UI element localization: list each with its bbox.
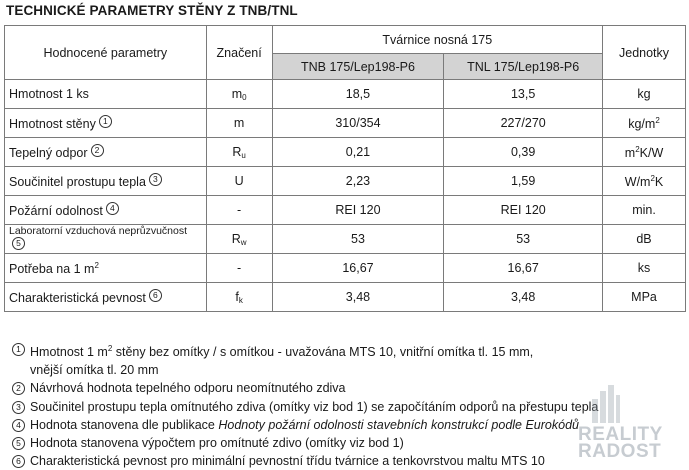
- symbol-cell: [206, 109, 272, 138]
- value-tnb: 2,23: [272, 167, 444, 196]
- unit-cell: [603, 225, 686, 254]
- footnote: [12, 434, 598, 452]
- footnote-number: 6: [12, 455, 25, 468]
- param-name: Charakteristická pevnost: [9, 291, 146, 305]
- footnote-text-cont: stěny bez omítky / s omítkou - uvažována MTS 10, vnitřní omítka tl. 15 mm,: [112, 345, 534, 359]
- symbol: -: [237, 261, 242, 275]
- header-units: Jednotky: [603, 26, 686, 80]
- header-row: [5, 26, 686, 54]
- value-tnl: 3,48: [444, 283, 603, 312]
- unit: ks: [637, 261, 651, 275]
- symbol-cell: [206, 225, 272, 254]
- header-symbol: Značení: [206, 26, 272, 80]
- symbol: -: [237, 203, 242, 217]
- value-tnl: 16,67: [444, 254, 603, 283]
- value-tnb: 3,48: [272, 283, 444, 312]
- symbol-cell: [206, 254, 272, 283]
- param-name-cell: [5, 196, 207, 225]
- symbol-cell: [206, 167, 272, 196]
- symbol: f: [235, 289, 239, 304]
- unit: kg: [637, 87, 651, 101]
- footnote-number: 5: [12, 437, 25, 450]
- footnote-text: Hodnota stanovena výpočtem pro omítnuté zdivo (omítky viz bod 1): [30, 436, 404, 451]
- unit: dB: [636, 232, 652, 246]
- table-row: [5, 109, 686, 138]
- unit-sup: 2: [655, 115, 660, 125]
- unit-cell: [603, 283, 686, 312]
- value-tnl: 53: [444, 225, 603, 254]
- unit: W/m: [624, 174, 651, 189]
- unit: m: [624, 145, 636, 160]
- footnote: [12, 379, 598, 397]
- unit-cell: [603, 254, 686, 283]
- header-col-tnb: TNB 175/Lep198-P6: [272, 54, 444, 80]
- note-ref-marker: 5: [12, 237, 25, 250]
- param-name: Potřeba na 1 m: [9, 261, 95, 276]
- parameters-table: [4, 25, 686, 312]
- param-name-cell: [5, 167, 207, 196]
- unit-cell: [603, 138, 686, 167]
- value-tnb: 0,21: [272, 138, 444, 167]
- footnote-number: 4: [12, 419, 25, 432]
- unit-cell: [603, 109, 686, 138]
- watermark-logo-icon: [592, 385, 620, 423]
- footnote-italic: Hodnoty požární odolnosti stavebních konstrukcí podle Eurokódů: [218, 417, 579, 432]
- unit-tail: K/W: [639, 145, 664, 160]
- value-tnl: 0,39: [444, 138, 603, 167]
- header-col-tnl: TNL 175/Lep198-P6: [444, 54, 603, 80]
- param-name: Laboratorní vzduchová neprůzvučnost: [9, 225, 188, 237]
- table-row: [5, 196, 686, 225]
- symbol-cell: [206, 283, 272, 312]
- footnote-number: 1: [12, 343, 25, 356]
- param-name: Požární odolnost: [9, 204, 103, 218]
- watermark-line1: REALITY: [578, 424, 663, 445]
- unit-cell: [603, 196, 686, 225]
- param-name-cell: [5, 109, 207, 138]
- table-row: [5, 225, 686, 254]
- symbol-sub: k: [238, 295, 243, 305]
- value-tnl: 227/270: [444, 109, 603, 138]
- table-row: [5, 167, 686, 196]
- table-row: [5, 80, 686, 109]
- symbol-cell: [206, 196, 272, 225]
- param-name-cell: [5, 138, 207, 167]
- symbol: R: [231, 231, 241, 246]
- param-name: Hmotnost 1 ks: [9, 87, 89, 101]
- header-params: Hodnocené parametry: [5, 26, 207, 80]
- footnote-text: Návrhová hodnota tepelného odporu neomítnutého zdiva: [30, 381, 346, 396]
- symbol-sub: u: [241, 150, 246, 160]
- footnote-text-line2: vnější omítka tl. 20 mm: [30, 363, 159, 378]
- page-title: TECHNICKÉ PARAMETRY STĚNY Z TNB/TNL: [6, 3, 298, 18]
- value-tnl: 13,5: [444, 80, 603, 109]
- value-tnb: REI 120: [272, 196, 444, 225]
- unit-sup: 2: [650, 173, 655, 183]
- table-row: [5, 283, 686, 312]
- param-name: Součinitel prostupu tepla: [9, 175, 146, 189]
- footnote-number: 2: [12, 382, 25, 395]
- footnote-sup: 2: [107, 344, 113, 353]
- value-tnb: 310/354: [272, 109, 444, 138]
- value-tnl: 1,59: [444, 167, 603, 196]
- param-name-sup: 2: [94, 260, 99, 270]
- value-tnb: 18,5: [272, 80, 444, 109]
- unit-cell: [603, 80, 686, 109]
- param-name-cell: [5, 254, 207, 283]
- note-ref-marker: 6: [149, 289, 162, 302]
- footnote-text: Hmotnost 1 m: [30, 345, 108, 359]
- unit-cell: [603, 167, 686, 196]
- note-ref-marker: 3: [149, 173, 162, 186]
- symbol: R: [232, 144, 242, 159]
- param-name-cell: [5, 283, 207, 312]
- footnote-text: Hodnota stanovena dle publikace: [30, 417, 219, 432]
- footnote: [12, 452, 598, 470]
- footnote-text: Charakteristická pevnost pro minimální pevnostní třídu tvárnice a tenkovrstvou maltu MTS 10: [30, 454, 545, 469]
- watermark-line2: RADOST: [578, 441, 662, 462]
- value-tnl: REI 120: [444, 196, 603, 225]
- note-ref-marker: 1: [99, 115, 112, 128]
- footnote: [12, 398, 598, 416]
- param-name: Hmotnost stěny: [9, 117, 96, 131]
- value-tnb: 16,67: [272, 254, 444, 283]
- unit: kg/m: [628, 116, 656, 131]
- footnote: [12, 416, 598, 434]
- watermark: [578, 426, 663, 460]
- symbol-sub: 0: [242, 92, 247, 102]
- value-tnb: 53: [272, 225, 444, 254]
- table-row: [5, 138, 686, 167]
- symbol: m: [233, 116, 245, 130]
- unit-tail: K: [654, 174, 664, 189]
- footnote: [12, 340, 598, 379]
- param-name-cell: [5, 80, 207, 109]
- param-name-cell: [5, 225, 207, 254]
- footnote-number: 3: [12, 401, 25, 414]
- symbol-cell: [206, 80, 272, 109]
- unit-sup: 2: [635, 144, 640, 154]
- symbol: m: [231, 86, 243, 101]
- param-name: Tepelný odpor: [9, 146, 88, 160]
- symbol: U: [234, 174, 244, 188]
- header-group: Tvárnice nosná 175: [272, 26, 602, 54]
- unit: MPa: [631, 290, 657, 304]
- footnote-text: Součinitel prostupu tepla omítnutého zdiva (omítky viz bod 1) se započítáním odporů na přestupu tepla: [30, 399, 599, 414]
- note-ref-marker: 2: [91, 144, 104, 157]
- note-ref-marker: 4: [106, 202, 119, 215]
- table-row: [5, 254, 686, 283]
- footnotes: [12, 340, 598, 470]
- unit: min.: [632, 203, 656, 217]
- symbol-sub: w: [240, 237, 247, 247]
- symbol-cell: [206, 138, 272, 167]
